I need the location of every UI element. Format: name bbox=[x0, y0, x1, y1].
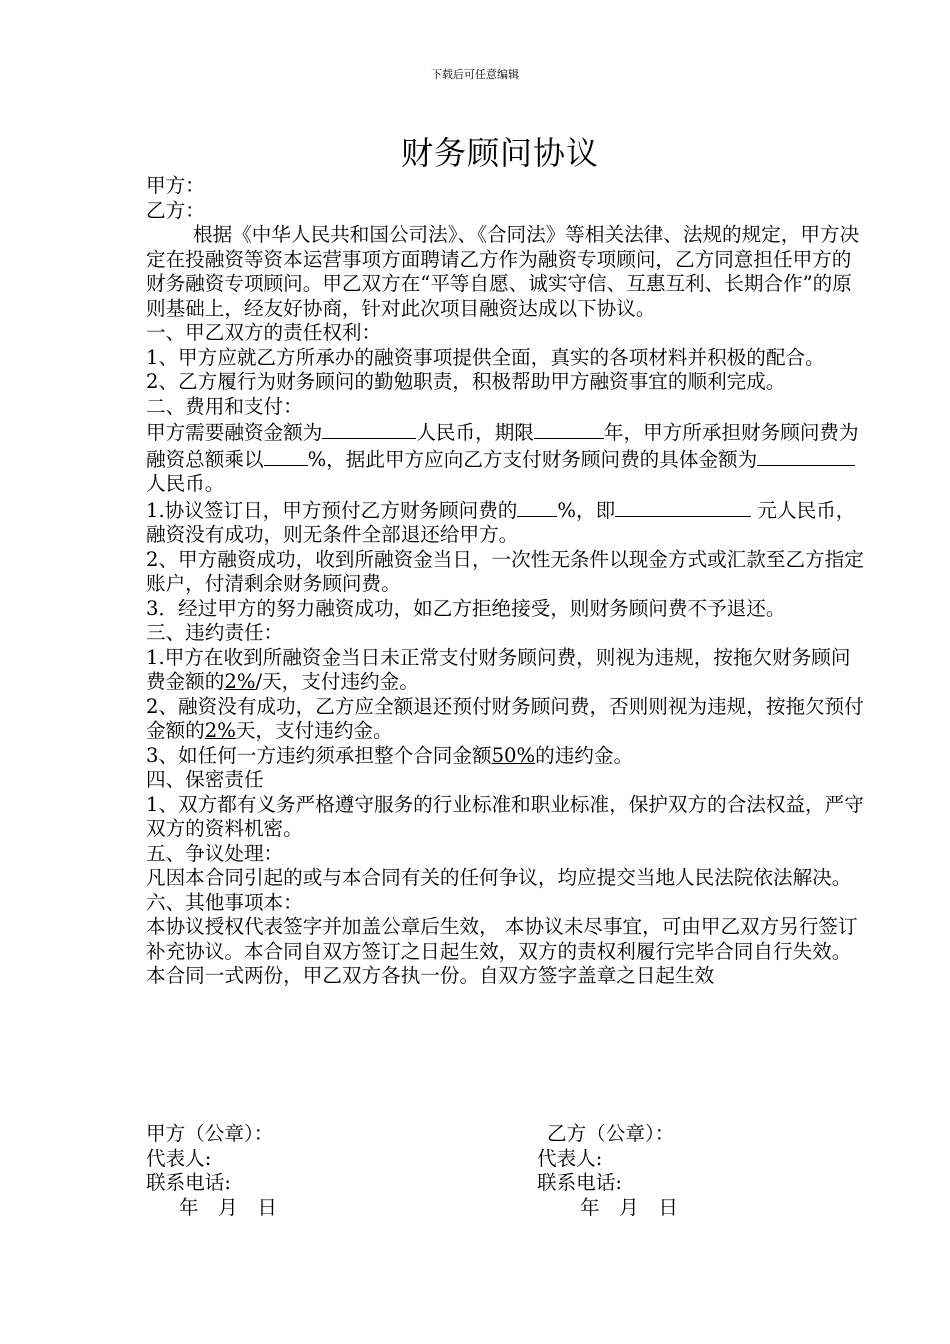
section-6-heading: 六、其他事项本： bbox=[146, 890, 303, 914]
section-3-item-3 bbox=[146, 744, 866, 769]
breach-rate-1: 2% bbox=[224, 670, 256, 693]
document-body bbox=[146, 174, 866, 989]
section-3-item-2 bbox=[146, 695, 866, 744]
breach-rate-3: 50% bbox=[491, 743, 536, 767]
breach-text-1b: /天，支付违约金。 bbox=[255, 670, 419, 693]
fee-text-2: 人民币，期限 bbox=[416, 421, 534, 444]
breach-text-3a: 3、如任何一方违约须承担整个合同金额 bbox=[146, 743, 492, 767]
party-b-representative: 代表人: bbox=[537, 1146, 603, 1170]
party-b-phone: 联系电话: bbox=[537, 1171, 622, 1194]
prepay-text-2: %，即 bbox=[557, 498, 616, 522]
copies-line: 本合同一式两份，甲乙双方各执一份。自双方签字盖章之日起生效 bbox=[146, 964, 715, 987]
party-a-line: 甲方： bbox=[146, 174, 205, 197]
section-2-fee-paragraph bbox=[146, 419, 866, 497]
section-2-item-2: 2、甲方融资成功，收到所融资金当日，一次性无条件以现金方式或汇款至乙方指定账户，付清剩余财务顾问费。 bbox=[146, 547, 864, 595]
section-1-heading: 一、甲乙双方的责任权利： bbox=[146, 321, 382, 344]
party-a-seal: 甲方（公章）： bbox=[146, 1122, 274, 1145]
fee-text-3: 年，甲方所承担财务顾问费为融资总额乘以 bbox=[146, 421, 859, 471]
section-2-heading: 二、费用和支付： bbox=[146, 394, 303, 418]
party-b-line: 乙方： bbox=[146, 198, 205, 222]
section-2-item-3: 3．经过甲方的努力融资成功，如乙方拒绝接受，则财务顾问费不予退还。 bbox=[146, 596, 786, 620]
party-a-representative: 代表人: bbox=[146, 1146, 212, 1170]
fee-text-4: %，据此甲方应向乙方支付财务顾问费的具体金额为 bbox=[307, 447, 758, 471]
breach-text-1a: 1.甲方在收到所融资金当日未正常支付财务顾问费，则视为违规，按拖欠财务顾问费金额的 bbox=[146, 645, 851, 693]
section-1-item-1: 1、甲方应就乙方所承办的融资事项提供全面，真实的各项材料并积极的配合。 bbox=[146, 345, 825, 369]
section-3-item-1 bbox=[146, 646, 866, 695]
section-3-heading: 三、违约责任： bbox=[146, 621, 284, 644]
breach-text-2b: 天，支付违约金。 bbox=[235, 719, 393, 742]
fee-amount-blank bbox=[757, 446, 855, 466]
section-4-item-1: 1、双方都有义务严格遵守服务的行业标准和职业标准，保护双方的合法权益，严守双方的资料机密。 bbox=[146, 792, 864, 840]
prepay-text-1: 1.协议签订日，甲方预付乙方财务顾问费的 bbox=[146, 498, 518, 522]
party-a-phone: 联系电话: bbox=[146, 1171, 231, 1194]
financing-amount-blank bbox=[322, 419, 416, 439]
prepay-amount-blank bbox=[615, 497, 751, 517]
prepay-text-3: 元人民币，融资没有成功，则无条件全部退还给甲方。 bbox=[146, 498, 856, 546]
fee-text-1: 甲方需要融资金额为 bbox=[146, 421, 323, 444]
section-1-item-2: 2、乙方履行为财务顾问的勤勉职责，积极帮助甲方融资事宜的顺利完成。 bbox=[146, 370, 786, 393]
section-2-item-1 bbox=[146, 497, 866, 548]
section-6-body: 本协议授权代表签字并加盖公章后生效， 本协议未尽事宜，可由甲乙双方另行签订补充协议。本合同自双方签订之日起生效，双方的责权利履行完毕合同自行失效。 bbox=[146, 915, 858, 963]
prepay-percent-blank bbox=[517, 497, 557, 517]
party-b-seal: 乙方（公章）： bbox=[547, 1122, 675, 1145]
breach-rate-2: 2% bbox=[204, 719, 236, 742]
term-years-blank bbox=[534, 419, 604, 439]
breach-text-2a: 2、融资没有成功，乙方应全额退还预付财务顾问费，否则则视为违规，按拖欠预付金额的 bbox=[146, 694, 864, 742]
document-title: 财务顾问协议 bbox=[400, 134, 599, 172]
page-header: 下载后可任意编辑 bbox=[431, 68, 519, 81]
signature-block-party-b bbox=[537, 1122, 678, 1220]
party-a-date: 年 月 日 bbox=[179, 1195, 277, 1219]
intro-paragraph: 根据《中华人民共和国公司法》、《合同法》等相关法律、法规的规定，甲方决定在投融资等资本运营事项方面聘请乙方作为融资专项顾问，乙方同意担任甲方的财务融资专项顾问。甲乙双方在“平等自愿、诚实守信、互惠互利、长期合作”的原则基础上，经友好协商，针对此次项目融资达成以下协议。 bbox=[146, 223, 860, 320]
section-5-body: 凡因本合同引起的或与本合同有关的任何争议，均应提交当地人民法院依法解决。 bbox=[146, 866, 852, 889]
section-4-heading: 四、保密责任 bbox=[146, 768, 264, 791]
fee-text-5: 人民币。 bbox=[146, 472, 225, 495]
signature-block-party-a bbox=[146, 1122, 277, 1220]
fee-percent-blank bbox=[264, 446, 308, 466]
party-b-date: 年 月 日 bbox=[580, 1195, 678, 1219]
breach-text-3b: 的违约金。 bbox=[535, 743, 634, 767]
section-5-heading: 五、争议处理： bbox=[146, 841, 284, 865]
